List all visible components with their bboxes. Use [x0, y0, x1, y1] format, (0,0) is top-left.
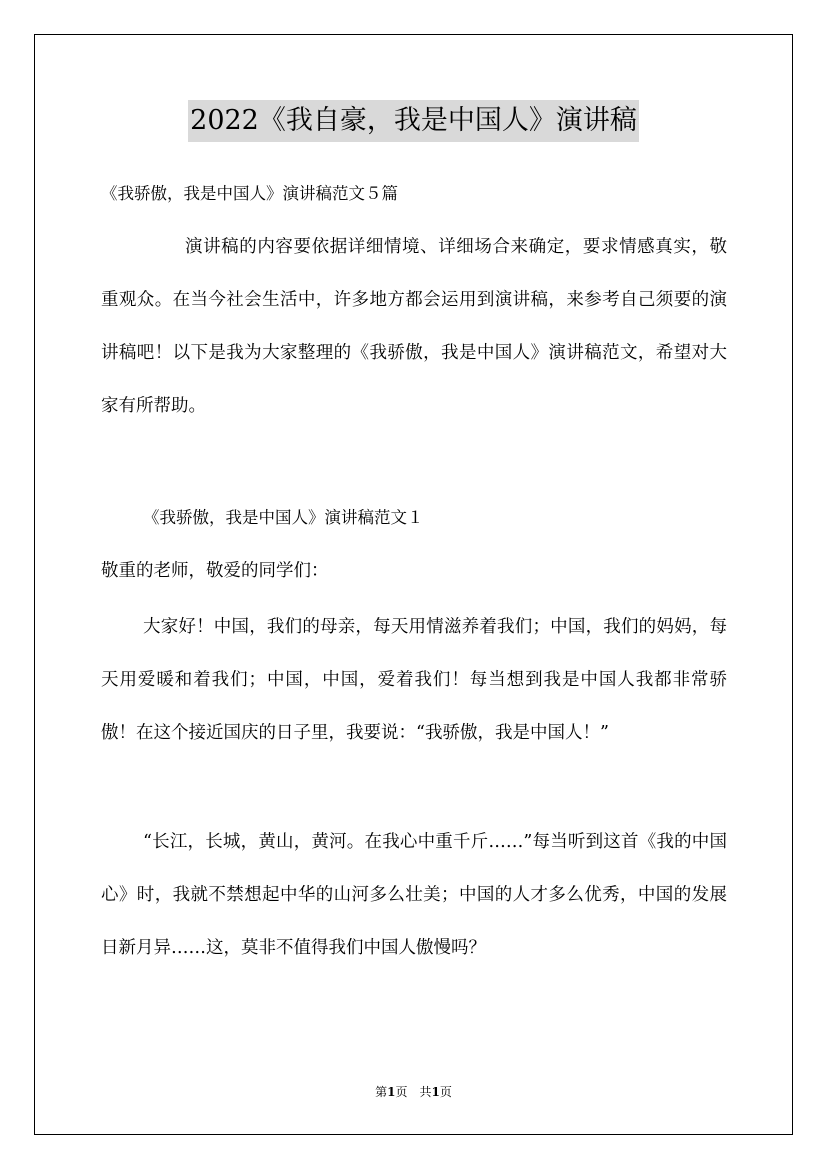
- footer-page-total: 1: [431, 1085, 440, 1099]
- body-paragraph-1: 大家好！中国，我们的母亲，每天用情滋养着我们；中国，我们的妈妈，每天用爱暖和着我们；中国，中国，爱着我们！每当想到我是中国人我都非常骄傲！在这个接近国庆的日子里，我要说：“我骄傲，我是中国人！”: [101, 617, 727, 743]
- page-footer: [0, 1083, 827, 1101]
- title-container: [0, 100, 827, 142]
- footer-mid: 页 共: [395, 1085, 432, 1099]
- document-title: 2022《我自豪，我是中国人》演讲稿: [188, 100, 639, 142]
- document-subtitle: 《我骄傲，我是中国人》演讲稿范文５篇: [101, 184, 398, 203]
- intro-paragraph: 演讲稿的内容要依据详细情境、详细场合来确定，要求情感真实，敬重观众。在当今社会生活中，许多地方都会运用到演讲稿，来参考自己须要的演讲稿吧！以下是我为大家整理的《我骄傲，我是中国人》演讲稿范文，希望对大家有所帮助。: [101, 237, 727, 416]
- salutation: 敬重的老师，敬爱的同学们：: [101, 561, 329, 581]
- section-heading: 《我骄傲，我是中国人》演讲稿范文１: [143, 508, 424, 527]
- footer-suffix: 页: [439, 1085, 452, 1099]
- footer-page-current: 1: [387, 1085, 396, 1099]
- footer-prefix: 第: [375, 1085, 388, 1099]
- body-paragraph-2: “长江，长城，黄山，黄河。在我心中重千斤……”每当听到这首《我的中国心》时，我就不禁想起中华的山河多么壮美；中国的人才多么优秀，中国的发展日新月异……这，莫非不值得我们中国人傲慢吗？: [101, 832, 727, 958]
